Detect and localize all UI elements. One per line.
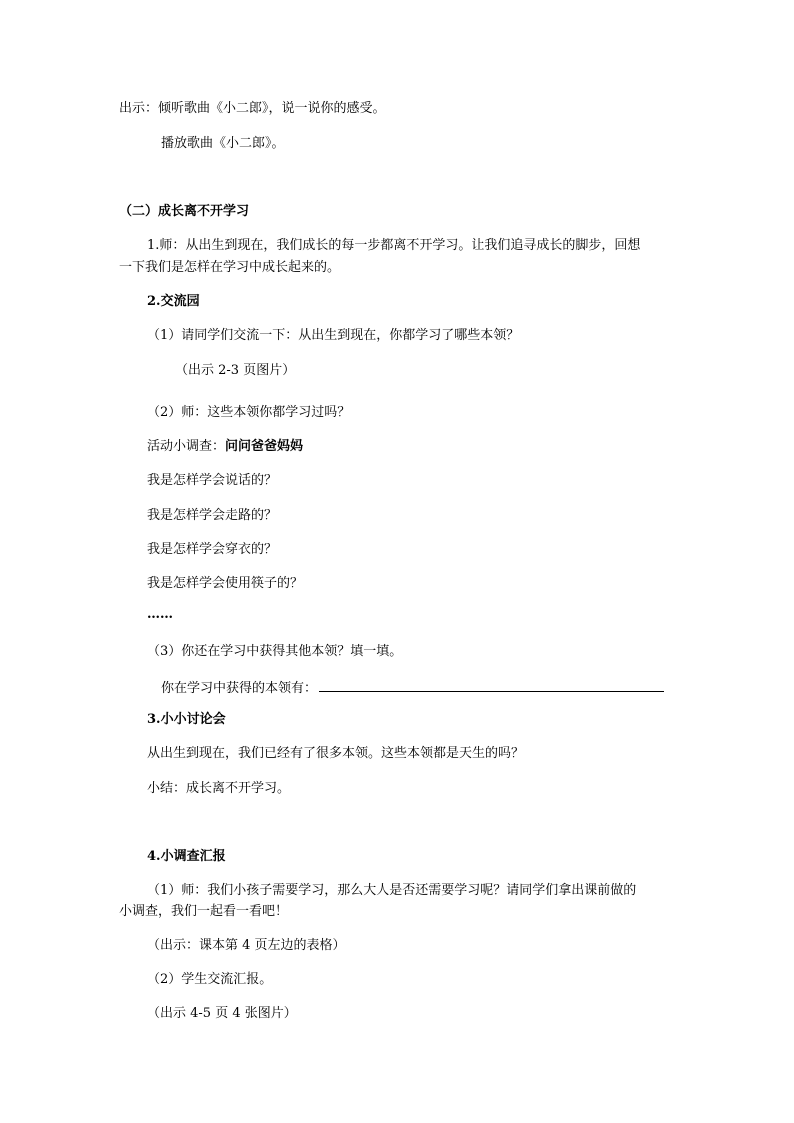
subheading: 3.小小讨论会 [147,712,226,727]
list-item: 我是怎样学会走路的？ [147,508,278,523]
list-item: 我是怎样学会穿衣的？ [147,542,278,557]
note-line: （出示：课本第 4 页左边的表格） [147,938,346,953]
paragraph-line: 1.师：从出生到现在，我们成长的每一步都离不开学习。让我们追寻成长的脚步，回想 [147,238,641,253]
note-line: （出示 4-5 页 4 张图片） [147,1006,297,1021]
note-line: （出示 2-3 页图片） [175,363,296,378]
paragraph-line: 从出生到现在，我们已经有了很多本领。这些本领都是天生的吗？ [147,746,525,761]
question-line: （1）请同学们交流一下：从出生到现在，你都学习了哪些本领？ [147,328,520,343]
survey-label: 活动小调查： [147,439,226,454]
paragraph-line: （1）师：我们小孩子需要学习，那么大人是否还需要学习呢？请同学们拿出课前做的 [147,883,637,898]
list-item: 我是怎样学会使用筷子的？ [147,576,304,591]
question-line: （3）你还在学习中获得其他本领？填一填。 [147,644,403,659]
text-line: 出示：倾听歌曲《小二郎》，说一说你的感受。 [119,101,386,116]
paragraph-line: （2）学生交流汇报。 [147,972,273,987]
section-heading: （二）成长离不开学习 [119,204,250,219]
summary-line: 小结：成长离不开学习。 [147,781,291,796]
fill-in-line [161,677,664,697]
text-line: 播放歌曲《小二郎》。 [161,136,285,151]
question-line: （2）师：这些本领你都学习过吗？ [147,405,351,420]
subheading: 2.交流园 [147,294,200,309]
paragraph-line: 小调查，我们一起看一看吧！ [119,904,289,919]
survey-line [147,438,303,455]
subheading: 4.小调查汇报 [147,849,226,864]
paragraph-line: 一下我们是怎样在学习中成长起来的。 [119,260,341,275]
survey-title: 问问爸爸妈妈 [225,439,304,454]
answer-blank [319,677,664,692]
list-item: 我是怎样学会说话的？ [147,473,278,488]
ellipsis-line: …… [147,607,173,622]
fill-label: 你在学习中获得的本领有： [161,681,318,696]
